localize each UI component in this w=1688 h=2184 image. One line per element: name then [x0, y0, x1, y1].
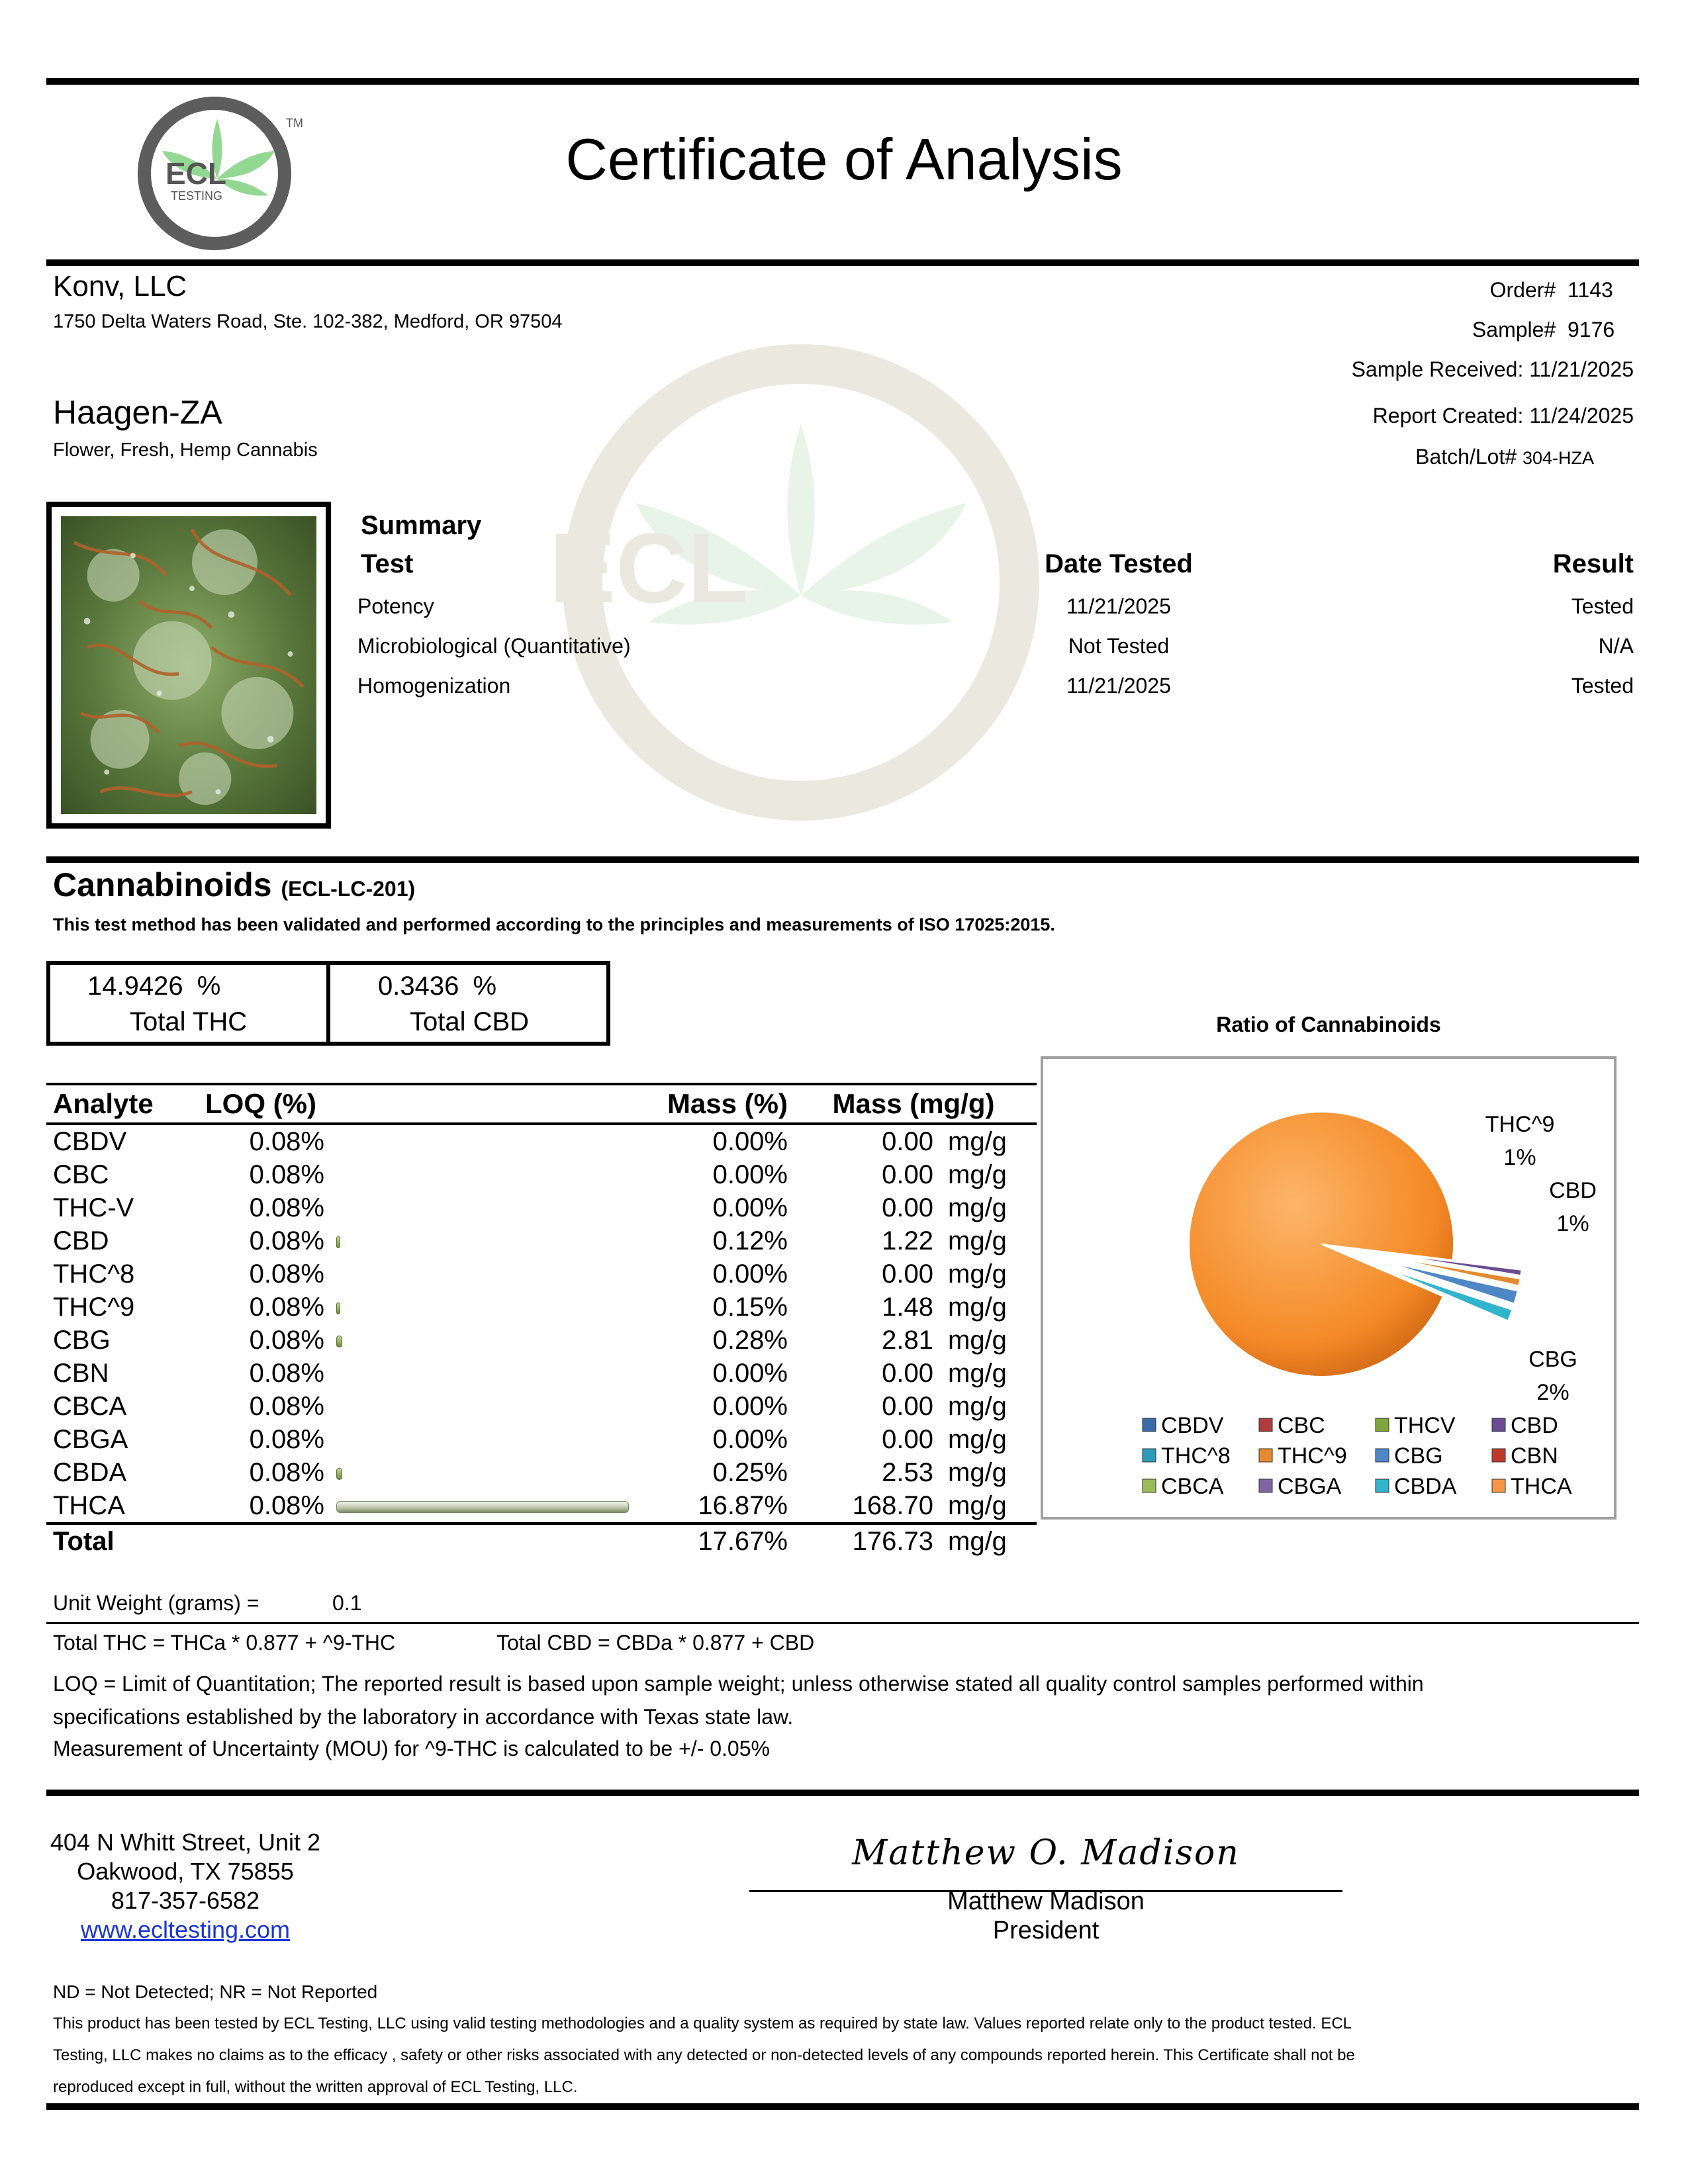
chart-title: Ratio of Cannabinoids	[1216, 1013, 1441, 1036]
cell-analyte: CBDV	[53, 1127, 127, 1156]
table-row	[46, 1324, 1037, 1357]
total-thc-value	[87, 972, 220, 1001]
cell-mass-mg: 0.00	[882, 1193, 933, 1222]
cell-mass-mg: 0.00	[882, 1359, 933, 1388]
mass-bar	[336, 1501, 629, 1513]
total-thc-formula: Total THC = THCa * 0.877 + ^9-THC	[53, 1631, 396, 1655]
total-pct: 17.67%	[698, 1527, 788, 1556]
cell-loq: 0.08%	[249, 1226, 324, 1255]
summary-row-test: Homogenization	[357, 674, 511, 698]
analyte-table	[46, 1083, 1037, 1558]
table-row	[46, 1357, 1037, 1390]
notes-rule	[46, 1622, 1639, 1624]
logo-tm: TM	[286, 116, 303, 130]
data-label-pct: 2%	[1536, 1380, 1570, 1405]
cell-mass-mg: 2.81	[882, 1326, 933, 1355]
loq-note-line1: LOQ = Limit of Quantitation; The reported result is based upon sample weight; unless otherwise stated all quality control samples performed within	[53, 1672, 1424, 1696]
summary-row-date: 11/21/2025	[1066, 674, 1171, 698]
cell-mass-pct: 0.00%	[712, 1193, 788, 1222]
cell-analyte: CBD	[53, 1226, 109, 1255]
cell-unit: mg/g	[948, 1193, 1007, 1222]
cell-loq: 0.08%	[249, 1127, 324, 1156]
summary-row-result: N/A	[1598, 634, 1634, 658]
sample-value: 9176	[1568, 318, 1615, 341]
table-row	[46, 1291, 1037, 1324]
mass-bar	[336, 1236, 340, 1248]
mou-note: Measurement of Uncertainty (MOU) for ^9-THC is calculated to be +/- 0.05%	[53, 1737, 770, 1760]
summary-row-result: Tested	[1571, 674, 1634, 698]
legend-swatch	[1376, 1418, 1389, 1432]
order-value: 1143	[1568, 278, 1613, 302]
sample-photo	[46, 502, 331, 829]
legend-label: THCV	[1394, 1413, 1456, 1438]
cell-analyte: CBDA	[53, 1458, 127, 1487]
cell-analyte: CBC	[53, 1160, 109, 1189]
footer-rule	[46, 1790, 1639, 1796]
cell-unit: mg/g	[948, 1425, 1007, 1454]
batch-value: 304-HZA	[1523, 448, 1595, 468]
cell-unit: mg/g	[948, 1392, 1007, 1421]
logo-text: ECL	[165, 156, 226, 191]
legend-swatch	[1376, 1479, 1389, 1492]
cell-mass-pct: 0.00%	[712, 1392, 788, 1421]
legend-label: THC^9	[1278, 1443, 1347, 1469]
unit-weight-value: 0.1	[332, 1591, 362, 1615]
cell-unit: mg/g	[948, 1127, 1007, 1156]
iso-note: This test method has been validated and performed according to the principles and measurements of ISO 17025:2015.	[53, 915, 1055, 934]
header-analyte: Analyte	[53, 1088, 154, 1119]
cell-analyte: THCA	[53, 1491, 125, 1520]
summary-col-result: Result	[1552, 549, 1634, 578]
legend-swatch	[1376, 1449, 1389, 1462]
cell-unit: mg/g	[948, 1259, 1007, 1289]
order-number	[1490, 278, 1634, 302]
summary-row-test: Microbiological (Quantitative)	[357, 634, 631, 658]
batch-label: Batch/Lot#	[1415, 445, 1517, 469]
table-row	[46, 1390, 1037, 1423]
cell-mass-pct: 16.87%	[698, 1491, 788, 1520]
client-name: Konv, LLC	[53, 270, 187, 302]
cell-mass-pct: 0.00%	[712, 1160, 788, 1189]
cell-loq: 0.08%	[249, 1160, 324, 1189]
table-row	[46, 1456, 1037, 1489]
header-mass-mg: Mass (mg/g)	[832, 1088, 995, 1119]
cell-mass-mg: 168.70	[852, 1491, 933, 1520]
legend-label: CBC	[1278, 1413, 1325, 1438]
cell-mass-mg: 2.53	[882, 1458, 933, 1487]
data-label-name: CBD	[1549, 1178, 1597, 1203]
total-cbd-value	[378, 972, 496, 1001]
signatory-title: President	[992, 1917, 1100, 1944]
legend-label: CBD	[1511, 1413, 1558, 1438]
lab-phone: 817-357-6582	[111, 1887, 260, 1914]
cell-loq: 0.08%	[249, 1359, 324, 1388]
summary-row-test: Potency	[357, 594, 434, 618]
batch-lot	[1415, 445, 1609, 469]
summary-col-test: Test	[361, 549, 414, 578]
sample-received	[1352, 357, 1634, 382]
cell-loq: 0.08%	[249, 1259, 324, 1289]
cell-mass-pct: 0.00%	[712, 1127, 788, 1156]
table-row	[46, 1158, 1037, 1191]
pie-slice-thca	[1189, 1112, 1454, 1377]
legend-label: CBGA	[1278, 1474, 1342, 1499]
lab-address	[40, 1828, 331, 1944]
table-header	[46, 1083, 1037, 1125]
mass-bar	[336, 1302, 340, 1314]
data-label-pct: 1%	[1503, 1145, 1536, 1170]
mass-bar	[336, 1336, 342, 1347]
cell-loq: 0.08%	[249, 1458, 324, 1487]
report-created	[1373, 404, 1634, 428]
cannabinoids-title	[53, 866, 415, 904]
disclaimer-line1: This product has been tested by ECL Testing, LLC using valid testing methodologies and a quality system as required by state law. Values reported relate only to the product tested. ECL	[53, 2015, 1352, 2032]
data-label-name: CBG	[1528, 1347, 1577, 1372]
total-thc-cell	[50, 965, 326, 1042]
table-row	[46, 1125, 1037, 1158]
table-row	[46, 1191, 1037, 1224]
legend-label: CBCA	[1161, 1474, 1224, 1499]
client-address: 1750 Delta Waters Road, Ste. 102-382, Medford, OR 97504	[53, 311, 563, 332]
summary-row-result: Tested	[1571, 594, 1634, 618]
legend-label: CBDA	[1394, 1474, 1457, 1499]
total-unit: mg/g	[948, 1527, 1007, 1556]
legend-label: THCA	[1511, 1474, 1572, 1499]
section-rule	[46, 856, 1639, 863]
order-label: Order#	[1489, 278, 1556, 302]
legend-swatch	[1143, 1479, 1156, 1492]
data-label-pct: 1%	[1556, 1211, 1589, 1236]
cell-unit: mg/g	[948, 1326, 1007, 1355]
logo-subtext: TESTING	[171, 189, 223, 203]
cell-unit: mg/g	[948, 1458, 1007, 1487]
cell-mass-pct: 0.25%	[712, 1458, 788, 1487]
total-thc-unit: %	[197, 972, 221, 1001]
disclaimer-line2: Testing, LLC makes no claims as to the efficacy , safety or other risks associated with any detected or non-detected levels of any compounds reported herein. This Certificate shall not be	[53, 2046, 1355, 2064]
header-mass-pct: Mass (%)	[667, 1088, 788, 1119]
cell-unit: mg/g	[948, 1359, 1007, 1388]
totals-box	[46, 961, 610, 1046]
product-type: Flower, Fresh, Hemp Cannabis	[53, 439, 318, 461]
cell-mass-mg: 0.00	[882, 1259, 933, 1289]
legend-label: THC^8	[1161, 1443, 1231, 1469]
sample-number	[1472, 318, 1634, 342]
loq-note-line2: specifications established by the laboratory in accordance with Texas state law.	[53, 1705, 794, 1729]
cell-mass-pct: 0.15%	[712, 1293, 788, 1322]
legend-swatch	[1143, 1449, 1156, 1462]
created-label: Report Created:	[1372, 404, 1524, 428]
cell-loq: 0.08%	[249, 1491, 324, 1520]
pie-chart	[1043, 1059, 1614, 1517]
received-label: Sample Received:	[1351, 357, 1524, 381]
legend-swatch	[1492, 1418, 1505, 1432]
lab-city: Oakwood, TX 75855	[77, 1858, 294, 1885]
disclaimer-line3: reproduced except in full, without the written approval of ECL Testing, LLC.	[53, 2078, 578, 2096]
table-row	[46, 1257, 1037, 1291]
cell-mass-pct: 0.00%	[712, 1425, 788, 1454]
signature-script: Matthew O. Madison	[852, 1833, 1240, 1873]
data-label-name: THC^9	[1485, 1112, 1555, 1137]
summary-col-date: Date Tested	[1045, 549, 1193, 578]
received-value: 11/21/2025	[1529, 357, 1634, 381]
cell-unit: mg/g	[948, 1293, 1007, 1322]
total-cbd-label: Total CBD	[410, 1007, 530, 1036]
legend-swatch	[1143, 1418, 1156, 1432]
total-cbd-cell	[326, 965, 606, 1042]
legend-swatch	[1492, 1449, 1505, 1462]
cell-mass-pct: 0.12%	[712, 1226, 788, 1255]
lab-street: 404 N Whitt Street, Unit 2	[50, 1829, 321, 1856]
cannabinoids-method: (ECL-LC-201)	[281, 877, 416, 901]
lab-website-link[interactable]: www.ecltesting.com	[80, 1916, 291, 1943]
cell-mass-pct: 0.00%	[712, 1359, 788, 1388]
header-loq: LOQ (%)	[205, 1088, 316, 1119]
unit-weight-label: Unit Weight (grams) =	[53, 1591, 259, 1615]
cell-mass-mg: 1.48	[882, 1293, 933, 1322]
page-title: Certificate of Analysis	[565, 126, 1123, 192]
total-thc-label: Total THC	[130, 1007, 248, 1036]
cell-mass-pct: 0.28%	[712, 1326, 788, 1355]
legend-label: CBDV	[1161, 1413, 1224, 1438]
signatory-name: Matthew Madison	[947, 1888, 1145, 1915]
cell-analyte: THC^8	[53, 1259, 135, 1289]
summary-row-date: 11/21/2025	[1066, 594, 1171, 618]
total-cbd-unit: %	[473, 972, 497, 1001]
legend-label: CBN	[1511, 1443, 1558, 1469]
table-row	[46, 1224, 1037, 1257]
cell-loq: 0.08%	[249, 1392, 324, 1421]
chart-box	[1041, 1056, 1617, 1520]
summary-row-date: Not Tested	[1068, 634, 1170, 658]
cell-analyte: CBG	[53, 1326, 111, 1355]
total-cbd-formula: Total CBD = CBDa * 0.877 + CBD	[496, 1631, 815, 1655]
cell-loq: 0.08%	[249, 1293, 324, 1322]
cell-mass-mg: 0.00	[882, 1160, 933, 1189]
total-cbd-number: 0.3436	[378, 972, 459, 1001]
table-total-row	[46, 1522, 1037, 1558]
total-thc-number: 14.9426	[87, 972, 183, 1001]
legend-swatch	[1259, 1479, 1272, 1492]
cell-unit: mg/g	[948, 1160, 1007, 1189]
cell-analyte: THC^9	[53, 1293, 135, 1322]
cell-mass-mg: 0.00	[882, 1425, 933, 1454]
cell-analyte: CBCA	[53, 1392, 127, 1421]
sample-photo-image	[61, 516, 316, 814]
cell-mass-mg: 0.00	[882, 1127, 933, 1156]
legend-label: CBG	[1394, 1443, 1443, 1469]
cell-analyte: CBGA	[53, 1425, 128, 1454]
cell-unit: mg/g	[948, 1491, 1007, 1520]
total-label: Total	[53, 1527, 115, 1556]
cannabinoids-title-text: Cannabinoids	[53, 866, 272, 903]
header-rule	[46, 259, 1639, 266]
table-row	[46, 1489, 1037, 1522]
mass-bar	[336, 1468, 342, 1480]
legend-swatch	[1259, 1418, 1272, 1432]
sample-label: Sample#	[1472, 318, 1556, 341]
legend-swatch	[1259, 1449, 1272, 1462]
product-name: Haagen-ZA	[53, 394, 222, 431]
cell-loq: 0.08%	[249, 1425, 324, 1454]
bottom-rule	[46, 2103, 1639, 2110]
cell-loq: 0.08%	[249, 1193, 324, 1222]
table-row	[46, 1423, 1037, 1456]
summary-heading: Summary	[361, 511, 482, 540]
top-rule	[46, 78, 1639, 85]
legend-swatch	[1492, 1479, 1505, 1492]
nd-nr-note: ND = Not Detected; NR = Not Reported	[53, 1981, 378, 2002]
total-mg: 176.73	[852, 1527, 933, 1556]
watermark-logo	[516, 344, 1086, 821]
created-value: 11/24/2025	[1529, 404, 1634, 428]
cell-mass-pct: 0.00%	[712, 1259, 788, 1289]
cell-mass-mg: 1.22	[882, 1226, 933, 1255]
cell-unit: mg/g	[948, 1226, 1007, 1255]
cell-analyte: THC-V	[53, 1193, 134, 1222]
cell-analyte: CBN	[53, 1359, 109, 1388]
cell-loq: 0.08%	[249, 1326, 324, 1355]
table-body	[46, 1125, 1037, 1522]
svg-text:ECL: ECL	[549, 512, 748, 623]
cell-mass-mg: 0.00	[882, 1392, 933, 1421]
